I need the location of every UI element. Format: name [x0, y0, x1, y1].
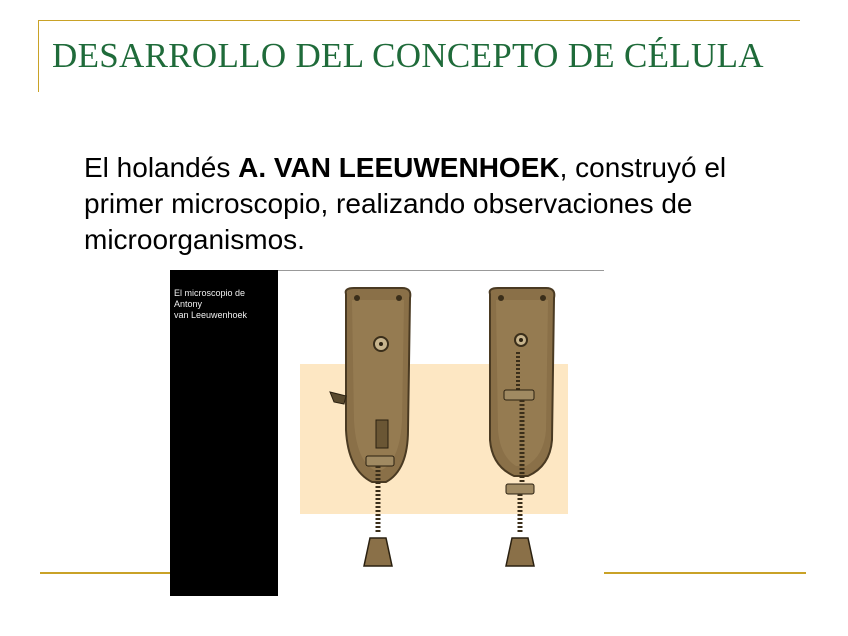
microscope-illustration — [278, 270, 604, 596]
bottom-rule-right — [604, 572, 806, 574]
caption-line-3: van Leeuwenhoek — [174, 310, 248, 320]
left-rule — [38, 20, 39, 92]
bottom-rule-left — [40, 572, 170, 574]
caption-line-2: Antony — [174, 299, 203, 309]
microscope-figure — [170, 270, 604, 596]
figure-caption — [174, 288, 274, 321]
body-name: A. VAN LEEUWENHOEK — [238, 152, 560, 183]
figure-caption-panel — [170, 270, 278, 596]
body-rest: , construyó el primer microscopio, realizando observaciones de microorganismos. — [84, 152, 727, 255]
microscope-front-view — [490, 288, 555, 566]
body-intro: El holandés — [84, 152, 239, 183]
caption-line-1: El microscopio de — [174, 288, 246, 298]
body-paragraph — [84, 150, 804, 258]
slide-title: DESARROLLO DEL CONCEPTO DE CÉLULA — [52, 36, 764, 75]
top-rule — [38, 20, 800, 21]
